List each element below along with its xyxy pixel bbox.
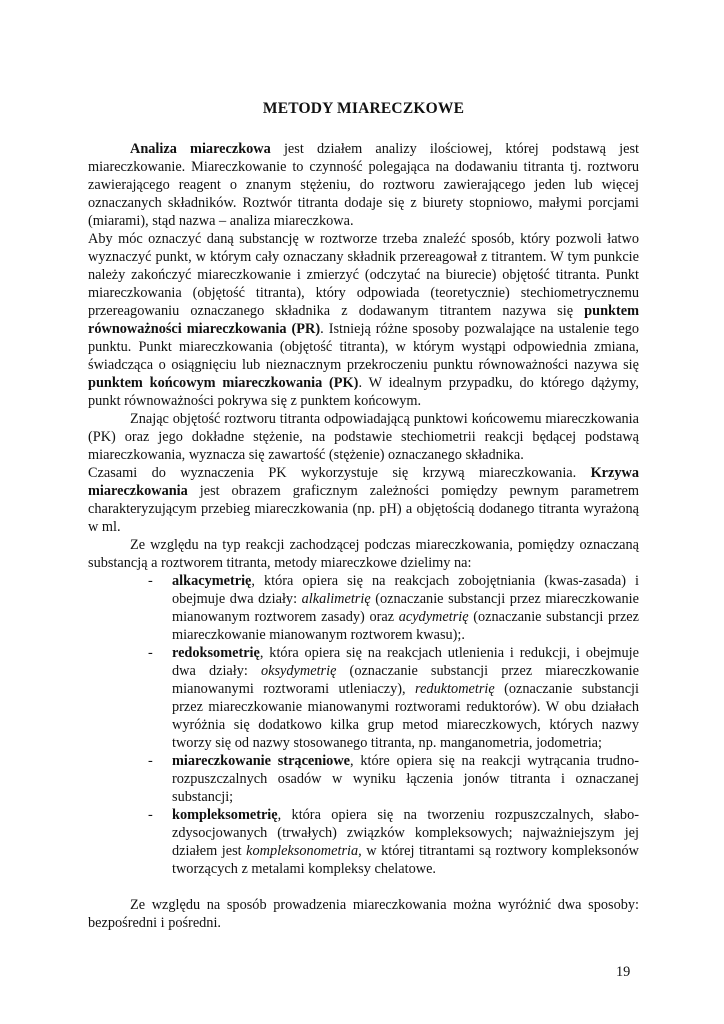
titration-curve-paragraph: Czasami do wyznaczenia PK wykorzystuje się krzywą miareczkowania. Krzywa miareczkowania jest obrazem graficznym zależności pomiędzy pewnym parametrem charakteryzującym przebieg miareczkowania (np. pH) a objętością dodanego titranta wyrażoną w ml. <box>88 465 639 535</box>
methods-list <box>88 572 639 878</box>
methods-intro-paragraph: Ze względu na typ reakcji zachodzącej podczas miareczkowania, pomiędzy oznaczaną substancją a roztworem titranta, metody miareczkowe dzielimy na: <box>88 537 639 571</box>
equivalence-point-paragraph: Aby móc oznaczyć daną substancję w roztworze trzeba znaleźć sposób, który pozwoli łatwo wyznaczyć punkt, w którym cały oznaczany składnik przereagował z titrantem. W tym punkcie należy zakończyć miareczkowanie i zmierzyć (odczytać na biurecie) objętość titranta. Punkt miareczkowania (objętość titranta), który odpowiada (teoretycznie) stechiometrycznemu przereagowaniu oznaczanego składnika z dodawanym titrantem nazywa się punktem równoważności miareczkowania (PR). Istnieją różne sposoby pozwalające na ustalenie tego punktu. Punkt miareczkowania (objętość titranta), w którym wystąpi odpowiednia zmiana, świadcząca o osiągnięciu lub nieznacznym przekroczeniu punktu równoważności nazywa się punktem końcowym miareczkowania (PK). W idealnym przypadku, do którego dążymy, punkt równoważności pokrywa się z punktem końcowym. <box>88 231 640 409</box>
list-item: - redoksometrię, która opiera się na reakcjach utlenienia i redukcji, i obejmuje dwa działy: oksydymetrię (oznaczanie substancji przez miareczkowanie mianowanymi roztworami utleniaczy), reduktometrię (oznaczanie substancji przez miareczkowanie mianowanymi roztworami reduktorów). W obu działach wyróżnia się dodatkowo kilka grup metod miareczkowych, których nazwy tworzy się od nazwy stosowanego titranta, np. manganometria, jodometria; <box>148 645 639 751</box>
document-page <box>88 100 639 932</box>
page-title: METODY MIARECZKOWE <box>262 100 465 117</box>
list-item: - alkacymetrię, która opiera się na reakcjach zobojętniania (kwas-zasada) i obejmuje dwa działy: alkalimetrię (oznaczanie substancji przez miareczkowanie mianowanym roztworem zasady) oraz acydymetrię (oznaczanie substancji przez miareczkowanie mianowanym roztworem kwasu);. <box>148 573 639 643</box>
list-item: - kompleksometrię, która opiera się na tworzeniu rozpuszczalnych, słabo-zdysocjowanych (trwałych) związków kompleksowych; najważniejszym jej działem jest kompleksonometria, w której titrantami są roztwory kompleksonów tworzących z metalami kompleksy chelatowe. <box>148 807 639 877</box>
concentration-paragraph: Znając objętość roztworu titranta odpowiadającą punktowi końcowemu miareczkowania (PK) oraz jego dokładne stężenie, na podstawie stechiometrii reakcji będącej podstawą miareczkowania, wyznacza się zawartość (stężenie) oznaczanego składnika. <box>88 411 639 463</box>
titration-modes-paragraph: Ze względu na sposób prowadzenia miareczkowania można wyróżnić dwa sposoby: bezpośredni i pośredni. <box>88 897 639 931</box>
term-analiza-miareczkowa: Analiza miareczkowa <box>130 141 271 157</box>
term-punkt-rownowaznosci: punktem równoważności miareczkowania (PR) <box>88 303 639 337</box>
term-punkt-koncowy: punktem końcowym miareczkowania (PK) <box>88 375 359 391</box>
term-krzywa-miareczkowania: Krzywa miareczkowania <box>88 465 639 499</box>
list-item: - miareczkowanie strąceniowe, które opiera się na reakcji wytrącania trudno-rozpuszczalnych osadów w wyniku łączenia jonów titranta i oznaczanej substancji; <box>148 753 639 805</box>
page-number: 19 <box>616 964 631 980</box>
intro-paragraph: Analiza miareczkowa jest działem analizy ilościowej, której podstawą jest miareczkowanie. Miareczkowanie to czynność polegająca na dodawaniu titranta tj. roztworu zawierającego reagent o znanym stężeniu, do roztworu zawierającego jeden lub więcej oznaczanych składników. Roztwór titranta dodaje się z biurety stopniowo, małymi porcjami (miarami), stąd nazwa – analiza miareczkowa. <box>88 141 639 229</box>
